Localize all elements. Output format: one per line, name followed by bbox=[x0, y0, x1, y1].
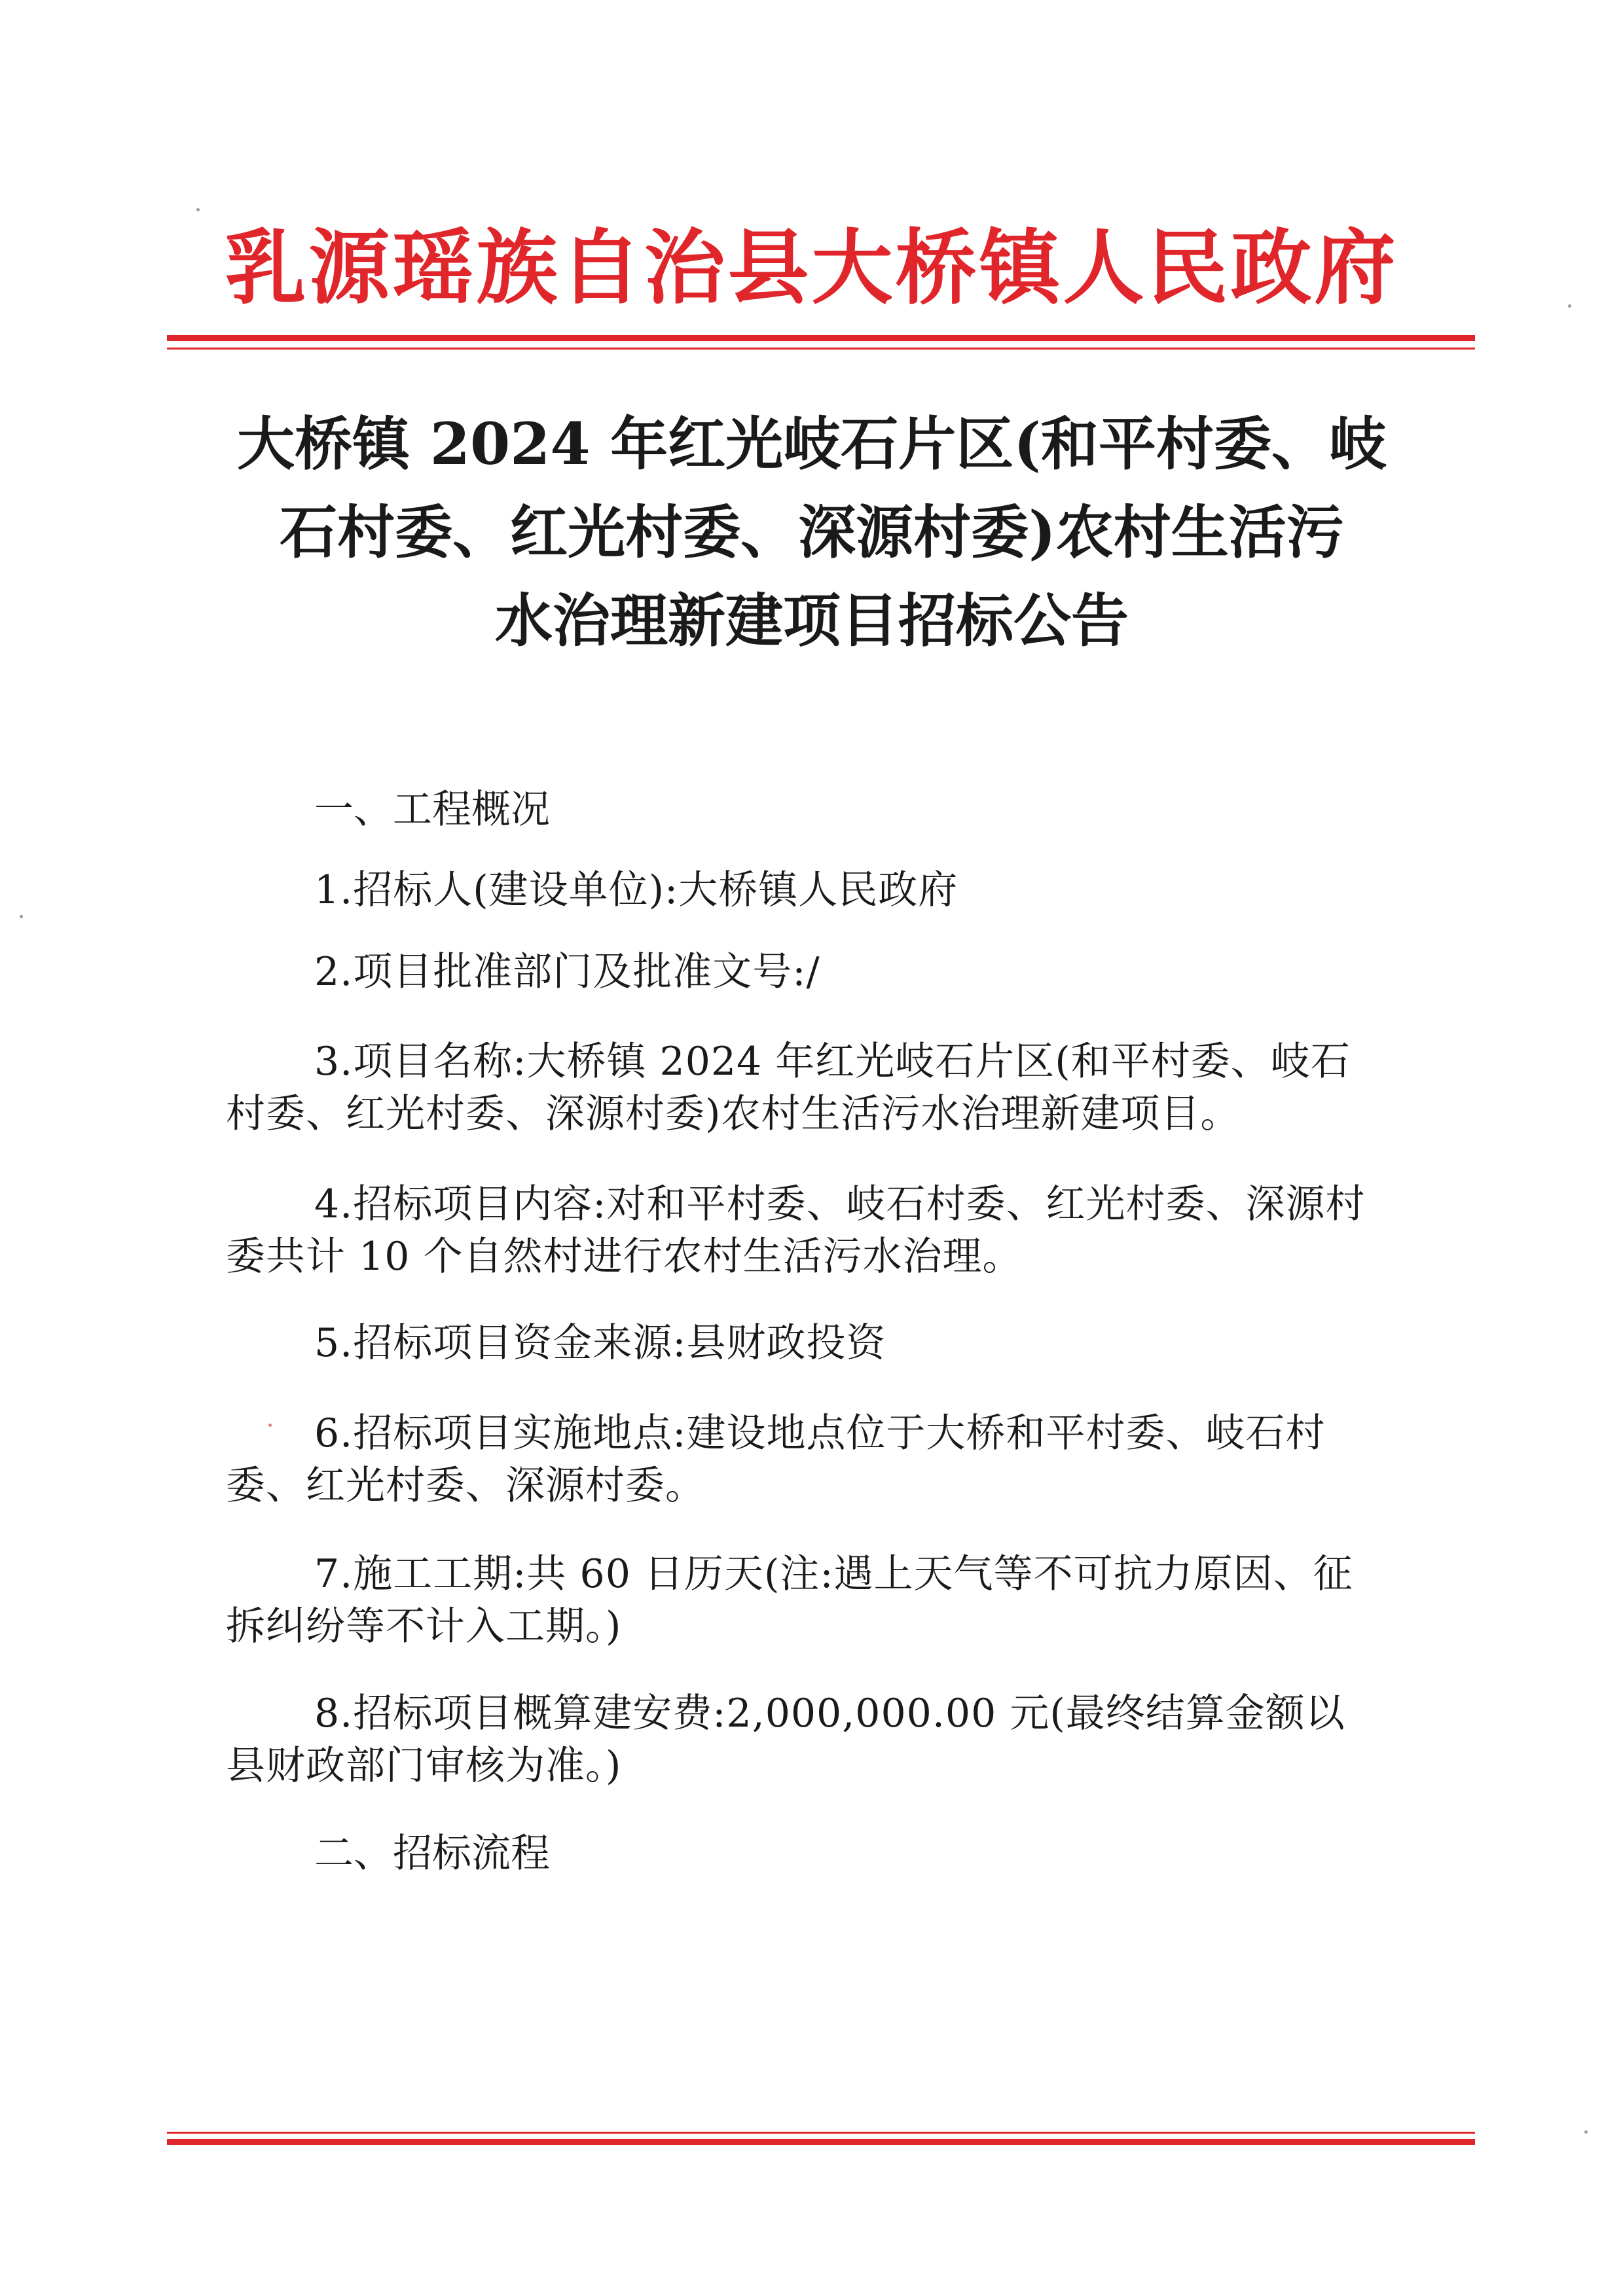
item-tenderer: 1.招标人(建设单位):大桥镇人民政府 bbox=[314, 867, 958, 913]
item-approval-department: 2.项目批准部门及批准文号:/ bbox=[314, 949, 820, 995]
document-title-line-3: 水治理新建项目招标公告 bbox=[494, 586, 1129, 655]
scan-speck bbox=[20, 915, 23, 918]
item-funding-source: 5.招标项目资金来源:县财政投资 bbox=[314, 1320, 886, 1366]
item-budget: 8.招标项目概算建安费:2,000,000.00 元(最终结算金额以县财政部门审核为准。) bbox=[226, 1691, 1345, 1789]
item-project-content: 4.招标项目内容:对和平村委、岐石村委、红光村委、深源村委共计 10 个自然村进行农村生活污水治理。 bbox=[226, 1181, 1366, 1280]
letterhead-rule-thick bbox=[167, 335, 1475, 341]
item-location: 6.招标项目实施地点:建设地点位于大桥和平村委、岐石村委、红光村委、深源村委。 bbox=[226, 1410, 1326, 1509]
item-project-name: 3.项目名称:大桥镇 2024 年红光岐石片区(和平村委、岐石村委、红光村委、深源村委)农村生活污水治理新建项目。 bbox=[226, 1039, 1351, 1137]
scan-speck bbox=[268, 1424, 272, 1427]
scan-speck bbox=[196, 208, 200, 211]
footer-rule-thick bbox=[167, 2139, 1475, 2145]
section-heading-bidding-process: 二、招标流程 bbox=[314, 1831, 550, 1876]
document-title-line-1: 大桥镇 2024 年红光岐石片区(和平村委、岐 bbox=[237, 410, 1387, 478]
item-construction-period: 7.施工工期:共 60 日历天(注:遇上天气等不可抗力原因、征拆纠纷等不计入工期。) bbox=[226, 1551, 1353, 1649]
footer-rule-thin bbox=[167, 2132, 1475, 2134]
section-heading-overview: 一、工程概况 bbox=[314, 787, 550, 833]
scan-speck bbox=[1584, 2130, 1588, 2134]
document-title-line-2: 石村委、红光村委、深源村委)农村生活污 bbox=[280, 498, 1344, 566]
letterhead-rule-thin bbox=[167, 348, 1475, 350]
organization-letterhead: 乳源瑶族自治县大桥镇人民政府 bbox=[225, 221, 1398, 315]
scan-speck bbox=[1568, 304, 1571, 308]
